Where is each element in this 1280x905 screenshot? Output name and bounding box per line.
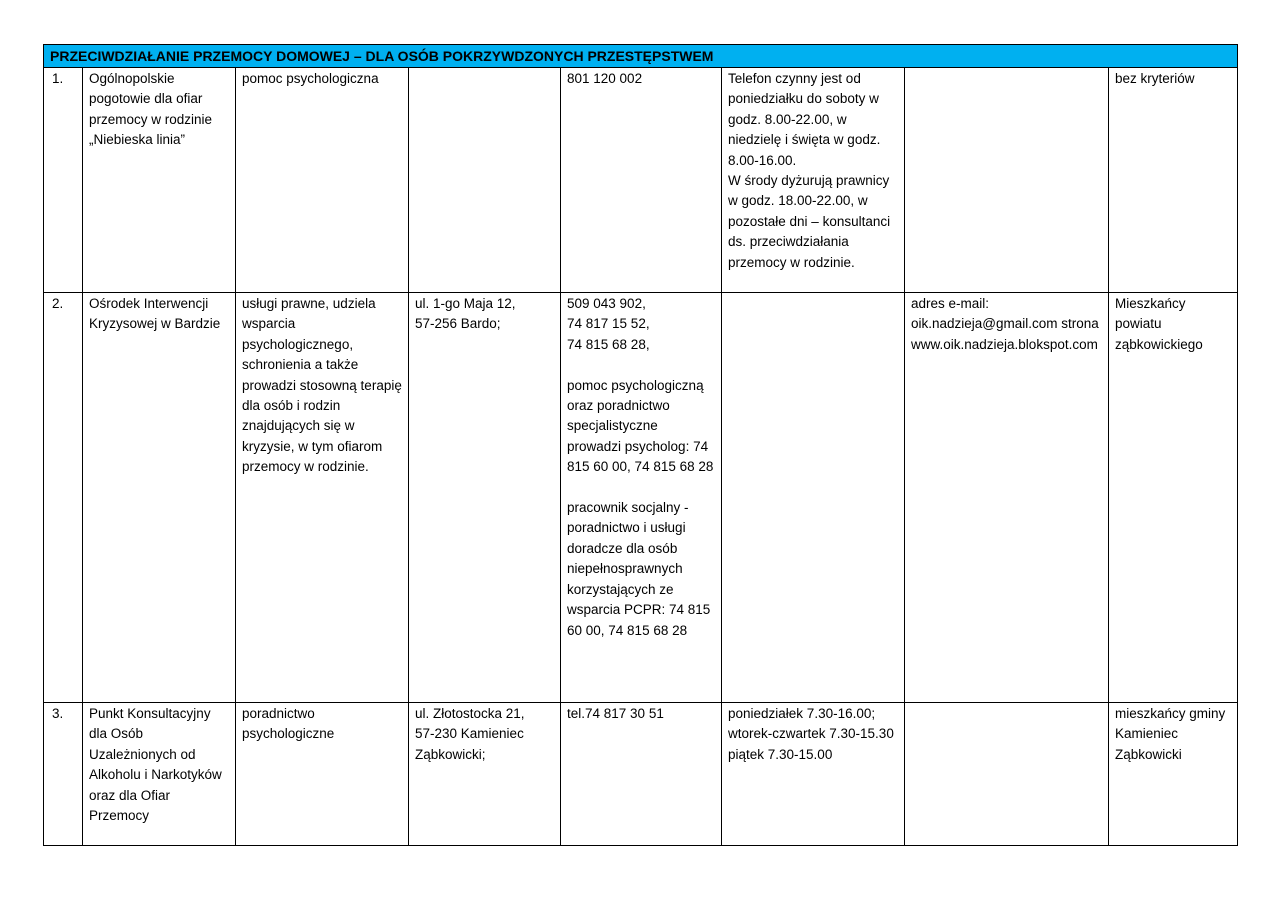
service-scope: poradnictwo psychologiczne [236, 703, 409, 846]
row-number: 2. [44, 293, 83, 703]
hours-cell: Telefon czynny jest od poniedziałku do soboty w godz. 8.00-22.00, w niedzielę i święta w godz. 8.00-16.00. W środy dyżurują prawnicy w godz. 18.00-22.00, w pozostałe dni – konsultanci ds. przeciwdziałania przemocy w rodzinie. [722, 68, 905, 293]
table-row [44, 703, 1238, 846]
address-cell: ul. Złotostocka 21, 57-230 Kamieniec Ząbkowicki; [409, 703, 561, 846]
phone-cell: tel.74 817 30 51 [561, 703, 722, 846]
institution-name: Ośrodek Interwencji Kryzysowej w Bardzie [83, 293, 236, 703]
hours-cell: poniedziałek 7.30-16.00; wtorek-czwartek 7.30-15.30 piątek 7.30-15.00 [722, 703, 905, 846]
address-cell: ul. 1-go Maja 12, 57-256 Bardo; [409, 293, 561, 703]
support-services-table [43, 44, 1238, 846]
document-page [43, 44, 1237, 846]
phone-cell: 801 120 002 [561, 68, 722, 293]
hours-cell [722, 293, 905, 703]
criteria-cell: bez kryteriów [1109, 68, 1238, 293]
phone-cell: 509 043 902, 74 817 15 52, 74 815 68 28, pomoc psychologiczną oraz poradnictwo specjalistyczne prowadzi psycholog: 74 815 60 00, 74 815 68 28 pracownik socjalny - poradnictwo i usługi doradcze dla osób niepełnosprawnych korzystających ze wsparcia PCPR: 74 815 60 00, 74 815 68 28 [561, 293, 722, 703]
section-header: PRZECIWDZIAŁANIE PRZEMOCY DOMOWEJ – DLA OSÓB POKRZYWDZONYCH PRZESTĘPSTWEM [44, 45, 1238, 68]
address-cell [409, 68, 561, 293]
criteria-cell: Mieszkańcy powiatu ząbkowickiego [1109, 293, 1238, 703]
service-scope: pomoc psychologiczna [236, 68, 409, 293]
contact-cell [905, 68, 1109, 293]
row-number: 3. [44, 703, 83, 846]
row-number: 1. [44, 68, 83, 293]
table-row [44, 68, 1238, 293]
criteria-cell: mieszkańcy gminy Kamieniec Ząbkowicki [1109, 703, 1238, 846]
contact-cell [905, 703, 1109, 846]
institution-name: Ogólnopolskie pogotowie dla ofiar przemocy w rodzinie „Niebieska linia” [83, 68, 236, 293]
table-row [44, 293, 1238, 703]
section-header-row [44, 45, 1238, 68]
service-scope: usługi prawne, udziela wsparcia psychologicznego, schronienia a także prowadzi stosowną terapię dla osób i rodzin znajdujących się w kryzysie, w tym ofiarom przemocy w rodzinie. [236, 293, 409, 703]
institution-name: Punkt Konsultacyjny dla Osób Uzależnionych od Alkoholu i Narkotyków oraz dla Ofiar Przemocy [83, 703, 236, 846]
contact-cell: adres e-mail: oik.nadzieja@gmail.com strona www.oik.nadzieja.blokspot.com [905, 293, 1109, 703]
